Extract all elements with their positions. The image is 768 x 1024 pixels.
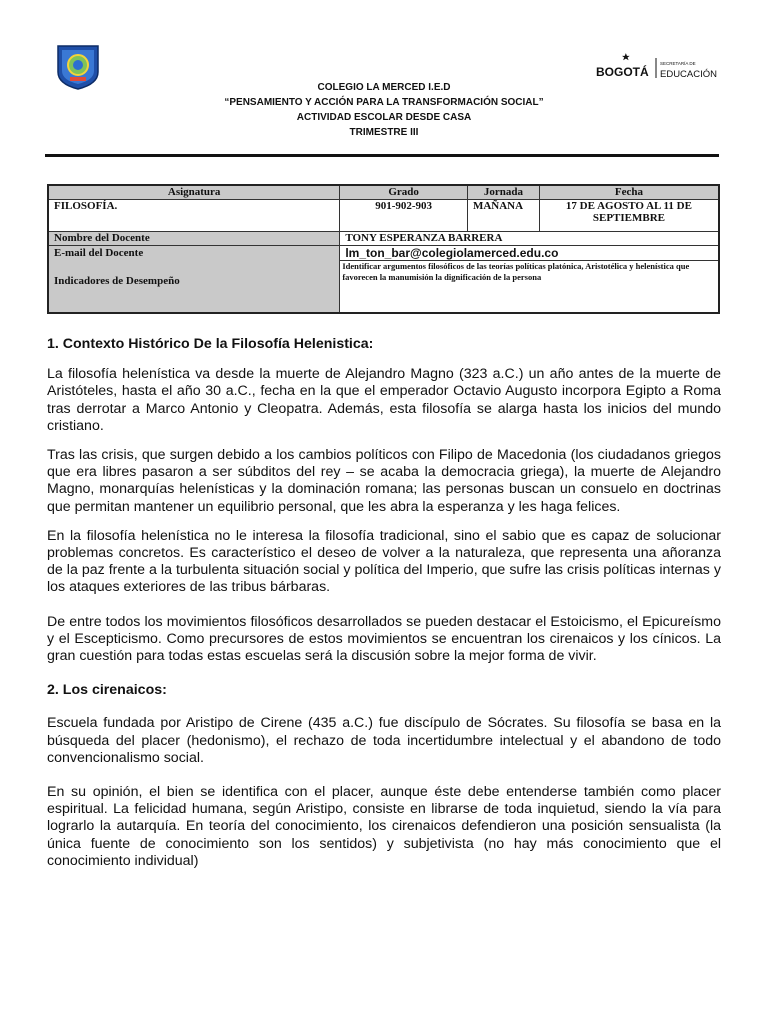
label-email-indicadores (48, 246, 340, 313)
paragraph-3: En la filosofía helenística no le interesa la filosofía tradicional, sino el sabio que es capaz de solucionar problemas concretos. Es característico el deseo de volver a la naturaleza, que representa una añoranza de la paz frente a la turbulenta situación social y política del Imperio, que sufre las crisis políticas internas y los ataques exteriores de las tribus bárbaras. (47, 527, 721, 596)
header-asignatura: Asignatura (48, 185, 340, 200)
paragraph-6: En su opinión, el bien se identifica con el placer, aunque éste debe entenderse también como placer espiritual. La felicidad humana, según Aristipo, consiste en librarse de toda inquietud, siendo la vía para lograrlo la autarquía. En teoría del conocimiento, los cirenaicos defendieron una posición sensualista (la única fuente de conocimiento son los sentidos) y subjetivista (no hay más conocimiento que el conocimiento individual) (47, 784, 721, 869)
docente-value: TONY ESPERANZA BARRERA (340, 232, 719, 246)
header-divider (45, 154, 719, 157)
label-indicadores: Indicadores de Desempeño (54, 275, 180, 287)
indicadores-value: Identificar argumentos filosóficos de las teorías políticas platónica, Aristotélica y helenística que favorecen la manumisión la dignificación de la persona (340, 261, 719, 313)
document-header (0, 80, 768, 140)
label-email: E-mail del Docente (54, 247, 144, 259)
grado-value: 901-902-903 (340, 200, 468, 232)
bogota-wordmark: BOGOTÁ (596, 65, 649, 79)
label-docente: Nombre del Docente (48, 232, 340, 246)
jornada-value: MAÑANA (467, 200, 539, 232)
document-body (47, 336, 721, 882)
school-name: COLEGIO LA MERCED I.E.D (317, 82, 451, 93)
section-1-title: 1. Contexto Histórico De la Filosofía Helenistica: (47, 336, 374, 352)
course-info-table (47, 184, 720, 314)
fecha-value: 17 DE AGOSTO AL 11 DE SEPTIEMBRE (539, 200, 719, 232)
paragraph-5: Escuela fundada por Aristipo de Cirene (435 a.C.) fue discípulo de Sócrates. Su filosofía se basa en la búsqueda del placer (hedonismo), el rechazo de toda incertidumbre intelectual y el abandono de todo convencionalismo social. (47, 715, 721, 766)
paragraph-1: La filosofía helenística va desde la muerte de Alejandro Magno (323 a.C.) un año antes de la muerte de Aristóteles, hasta el año 30 a.C., fecha en la que el emperador Octavio Augusto incorpora Egipto a Roma tras derrotar a Marco Antonio y Cleopatra. Además, esta filosofía se alarga hasta los inicios del mundo cristiano. (47, 366, 721, 434)
section-2-title: 2. Los cirenaicos: (47, 682, 167, 699)
bogota-education-logo (596, 54, 718, 80)
school-motto: “PENSAMIENTO Y ACCIÓN PARA LA TRANSFORMACIÓN SOCIAL” (224, 97, 544, 108)
header-grado: Grado (340, 185, 468, 200)
svg-text:EDUCACIÓN: EDUCACIÓN (660, 69, 718, 80)
paragraph-2: Tras las crisis, que surgen debido a los cambios políticos con Filipo de Macedonia (los ciudadanos griegos que era libres pasaron a ser súbditos del rey – se acaba la democracia griega), la muerte de Alejandro Magno, monarquías helenísticas y la dominación romana; las personas buscan un consuelo en doctrinas que permitan mantener un equilibrio personal, que les abra la esperanza y les haga felices. (47, 447, 721, 515)
header-fecha: Fecha (539, 185, 719, 200)
header-jornada: Jornada (467, 185, 539, 200)
term: TRIMESTRE III (349, 127, 419, 138)
asignatura-value: FILOSOFÍA. (48, 200, 340, 232)
svg-text:SECRETARÍA DE: SECRETARÍA DE (660, 61, 696, 66)
email-value: lm_ton_bar@colegiolamerced.edu.co (340, 246, 719, 261)
paragraph-4: De entre todos los movimientos filosóficos desarrollados se pueden destacar el Estoicismo, el Epicureísmo y el Escepticismo. Como precursores de estos movimientos se encuentran los cirenaicos y los cínicos. La gran cuestión para todas estas escuelas será la discusión sobre la mejor forma de vivir. (47, 613, 721, 665)
activity-type: ACTIVIDAD ESCOLAR DESDE CASA (296, 112, 472, 123)
